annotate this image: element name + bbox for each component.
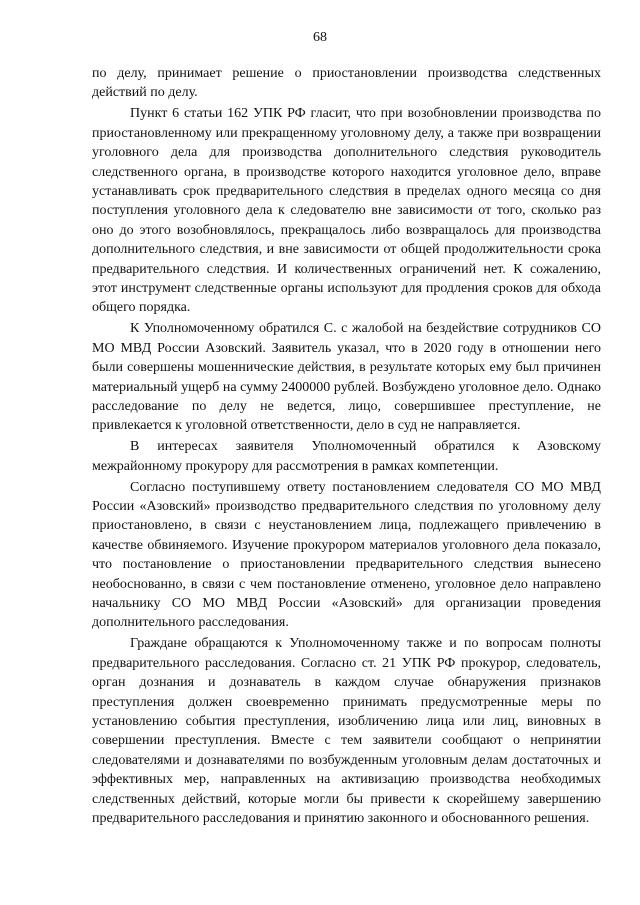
paragraph-continuation: по делу, принимает решение о приостановлении производства следственных действий по делу.	[92, 66, 601, 101]
paragraph-appeal-prosecutor: В интересах заявителя Уполномоченный обратился к Азовскому межрайонному прокурору для рассмотрения в рамках компетенции.	[92, 439, 601, 474]
paragraph-complaint-azovsky: К Уполномоченному обратился С. с жалобой на бездействие сотрудников СО МО МВД России Азовский. Заявитель указал, что в 2020 году в отношении него были совершены мошеннические действия, в результате которых ему был причинен материальный ущерб на сумму 2400000 рублей. Возбуждено уголовное дело. Однако расследование по делу не ведется, лицо, совершившее преступление, не привлекается к уголовной ответственности, дело в суд не направляется.	[92, 321, 601, 434]
paragraph-prosecutor-response: Согласно поступившему ответу постановлением следователя СО МО МВД России «Азовский» производство предварительного следствия по уголовному делу приостановлено, в связи с неустановлением лица, подлежащего привлечению в качестве обвиняемого. Изучение прокурором материалов уголовного дела показало, что постановление о приостановлении предварительного следствия вынесено необоснованно, в связи с чем постановление отменено, уголовное дело направлено начальнику СО МО МВД России «Азовский» для организации проведения дополнительного расследования.	[92, 479, 601, 631]
page-number: 68	[313, 30, 327, 45]
paragraph-upk-article-162: Пункт 6 статьи 162 УПК РФ гласит, что при возобновлении производства по приостановленному или прекращенному уголовному делу, а также при возвращении уголовного дела для производства дополнительного следствия руководитель следственного органа, в производстве которого находится уголовное дело, вправе устанавливать срок предварительного следствия в пределах одного месяца со дня поступления уголовного дела к следователю вне зависимости от того, сколько раз оно до этого возобновлялось, прекращалось либо возвращалось для производства дополнительного следствия, и вне зависимости от общей продолжительности срока предварительного следствия. И количественных ограничений нет. К сожалению, этот инструмент следственные органы используют для продления сроков для обхода общего порядка.	[92, 106, 601, 316]
body-text	[92, 64, 601, 830]
paragraph-investigation-completeness: Граждане обращаются к Уполномоченному также и по вопросам полноты предварительного расследования. Согласно ст. 21 УПК РФ прокурор, следователь, орган дознания и дознаватель в каждом случае обнаружения признаков преступления должен своевременно принимать предусмотренные меры по установлению события преступления, изобличению лица или лиц, виновных в совершении преступления. Вместе с тем заявители сообщают о непринятии следователями и дознавателями по возбужденным уголовным делам достаточных и эффективных мер, направленных на активизацию производства необходимых следственных действий, которые могли бы привести к скорейшему завершению предварительного расследования и принятию законного и обоснованного решения.	[92, 636, 601, 826]
